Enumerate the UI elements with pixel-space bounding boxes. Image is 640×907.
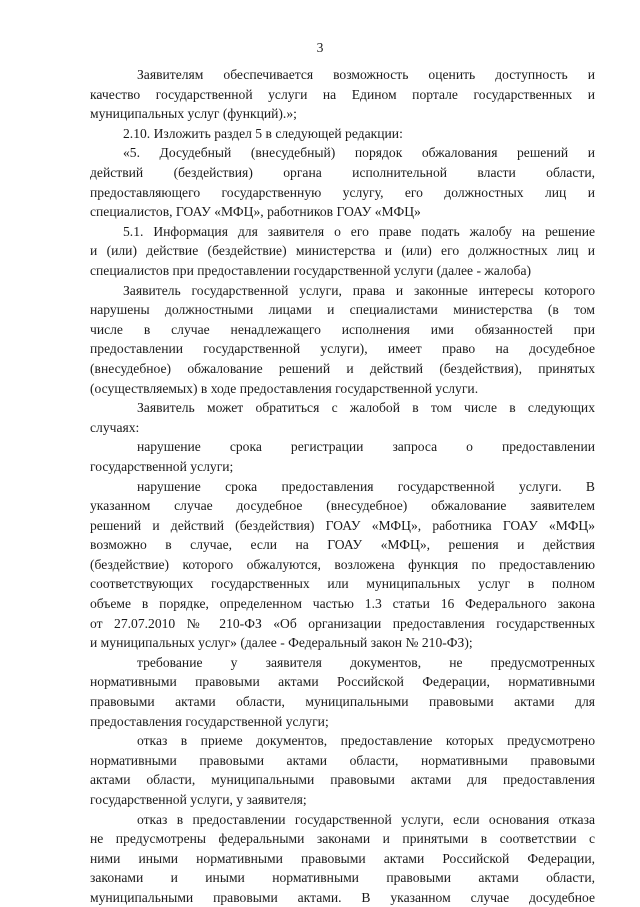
text-line: нормативными правовыми актами области, нормативными правовыми (90, 753, 595, 768)
text-line: требование у заявителя документов, не предусмотренных (137, 655, 595, 670)
text-line: специалистов при предоставлении государственной услуги (далее - жалоба) (90, 263, 532, 278)
text-line: качество государственной услуги на Едином портале государственных и (90, 87, 595, 102)
text-line: правовыми актами области, муниципальными правовыми актами для (90, 694, 595, 709)
text-line: нарушение срока предоставления государственной услуги. В (137, 479, 595, 494)
text-line: действий (бездействия) органа исполнительной власти области, (90, 165, 595, 180)
text-line: Заявителям обеспечивается возможность оценить доступность и (137, 67, 595, 82)
text-line: (осуществляемых) в ходе предоставления государственной услуги. (90, 381, 479, 396)
text-line: и (или) действие (бездействие) министерства и (или) его должностных лиц и (90, 243, 595, 258)
text-line: (внесудебное) обжалование решений и действий (бездействия), принятых (90, 361, 595, 376)
text-line: Заявитель государственной услуги, права и законные интересы которого (123, 283, 595, 298)
text-line: числе в случае ненадлежащего исполнения ими обязанностей при (90, 322, 595, 337)
text-line: нормативными правовыми актами Российской Федерации, нормативными (90, 674, 595, 689)
text-line: государственной услуги; (90, 459, 234, 474)
text-line: 5.1. Информация для заявителя о его праве подать жалобу на решение (123, 224, 595, 239)
text-line: предоставлении государственной услуги), имеет право на досудебное (90, 341, 595, 356)
text-line: не предусмотрены федеральными законами и принятыми в соответствии с (90, 831, 595, 846)
text-line: муниципальных услуг (функций).»; (90, 106, 297, 121)
text-line: предоставления государственной услуги; (90, 714, 329, 729)
text-line: 2.10. Изложить раздел 5 в следующей редакции: (123, 126, 403, 141)
text-line: указанном случае досудебное (внесудебное) обжалование заявителем (90, 498, 595, 513)
text-line: государственной услуги, у заявителя; (90, 792, 307, 807)
text-line: Заявитель может обратиться с жалобой в том числе в следующих (137, 400, 595, 415)
text-line: решений и действий (бездействия) ГОАУ «МФЦ», работника ГОАУ «МФЦ» (90, 518, 595, 533)
text-line: (бездействие) которого обжалуются, возложена функция по предоставлению (90, 557, 595, 572)
text-line: «5. Досудебный (внесудебный) порядок обжалования решений и (123, 145, 595, 160)
text-line: законами и иными нормативными правовыми актами области, (90, 870, 595, 885)
text-line: специалистов, ГОАУ «МФЦ», работников ГОАУ «МФЦ» (90, 204, 421, 219)
text-line: ними иными нормативными правовыми актами Российской Федерации, (90, 851, 595, 866)
text-line: нарушение срока регистрации запроса о предоставлении (137, 439, 595, 454)
text-line: нарушены должностными лицами и специалистами министерства (в том (90, 302, 595, 317)
text-line: от 27.07.2010 № 210-ФЗ «Об организации предоставления государственных (90, 616, 595, 631)
text-line: предоставляющего государственную услугу, его должностных лиц и (90, 185, 595, 200)
text-line: отказ в приеме документов, предоставление которых предусмотрено (137, 733, 595, 748)
text-line: отказ в предоставлении государственной услуги, если основания отказа (137, 812, 595, 827)
text-line: соответствующих государственных или муниципальных услуг в полном (90, 576, 595, 591)
text-line: и муниципальных услуг» (далее - Федеральный закон № 210-ФЗ); (90, 635, 473, 650)
page-number: 3 (316, 40, 324, 55)
text-line: муниципальными правовыми актами. В указанном случае досудебное (90, 890, 595, 905)
text-line: объеме в порядке, определенном частью 1.3 статьи 16 Федерального закона (90, 596, 595, 611)
text-line: актами области, муниципальными правовыми актами для предоставления (90, 772, 595, 787)
text-line: случаях: (90, 420, 140, 435)
text-line: возможно в случае, если на ГОАУ «МФЦ», решения и действия (90, 537, 595, 552)
